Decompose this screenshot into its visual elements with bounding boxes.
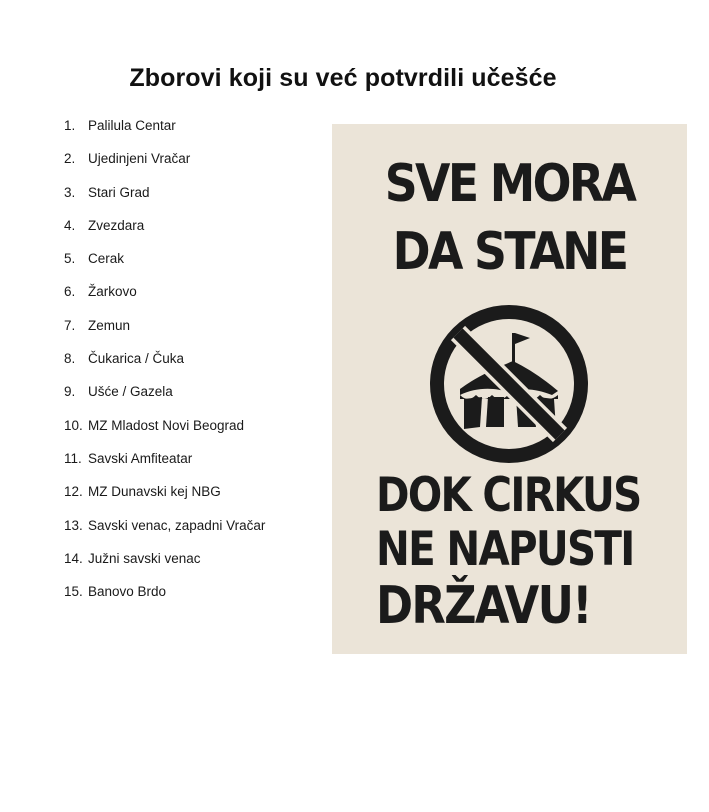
list-item-number: 13.	[64, 517, 83, 533]
list-item	[64, 149, 265, 182]
list-item-name: Banovo Brdo	[88, 584, 167, 600]
list-item-number: 6.	[64, 284, 76, 300]
list-item-name: Cerak	[88, 251, 125, 267]
list-item	[64, 116, 265, 149]
list-item-number: 1.	[64, 118, 76, 133]
list-item-name: Južni savski venac	[88, 550, 201, 566]
choir-list	[64, 116, 265, 615]
list-item-number: 10.	[64, 417, 83, 433]
list-item-name: Ušće / Gazela	[88, 384, 173, 400]
list-item-name: Zemun	[88, 317, 131, 333]
list-item-number: 15.	[64, 584, 83, 600]
list-item-number: 8.	[64, 351, 76, 367]
list-item-number: 3.	[64, 184, 76, 200]
poster-subline-line-1: DOK CIRKUS	[376, 468, 641, 523]
list-item-name: Savski venac, zapadni Vračar	[88, 517, 266, 533]
list-item	[64, 516, 265, 549]
list-item-number: 2.	[64, 151, 76, 167]
list-item	[64, 183, 265, 216]
list-item-number: 5.	[64, 251, 76, 267]
list-item-name: Ujedinjeni Vračar	[88, 151, 191, 167]
poster-subline-line-3: DRŽAVU!	[376, 576, 591, 636]
list-item	[64, 316, 265, 349]
poster-headline-line-2: DA STANE	[392, 222, 627, 282]
list-item-number: 7.	[64, 317, 76, 333]
poster-headline-line-1: SVE MORA	[384, 154, 635, 214]
list-item-number: 9.	[64, 384, 76, 400]
list-item-name: Palilula Centar	[88, 118, 176, 133]
list-item	[64, 349, 265, 382]
page-title: Zborovi koji su već potvrdili učešće	[129, 64, 557, 92]
list-item	[64, 382, 265, 415]
no-circus-tent-icon	[424, 299, 594, 469]
list-item	[64, 249, 265, 282]
list-item-number: 4.	[64, 217, 76, 233]
list-item-name: Žarkovo	[88, 284, 137, 300]
list-item	[64, 582, 265, 615]
protest-poster	[332, 124, 687, 654]
poster-subline-line-2: NE NAPUSTI	[376, 522, 634, 577]
list-item	[64, 216, 265, 249]
list-item-number: 14.	[64, 550, 83, 566]
list-item	[64, 482, 265, 515]
list-item	[64, 282, 265, 315]
list-item	[64, 449, 265, 482]
list-item-name: Čukarica / Čuka	[88, 351, 185, 367]
list-item-name: Zvezdara	[88, 217, 145, 233]
list-item-name: MZ Dunavski kej NBG	[88, 484, 221, 500]
list-item	[64, 549, 265, 582]
list-item	[64, 416, 265, 449]
list-item-name: MZ Mladost Novi Beograd	[88, 417, 245, 433]
list-item-number: 12.	[64, 484, 83, 500]
list-item-name: Savski Amfiteatar	[88, 450, 193, 466]
list-item-name: Stari Grad	[88, 184, 150, 200]
list-item-number: 11.	[64, 450, 82, 466]
